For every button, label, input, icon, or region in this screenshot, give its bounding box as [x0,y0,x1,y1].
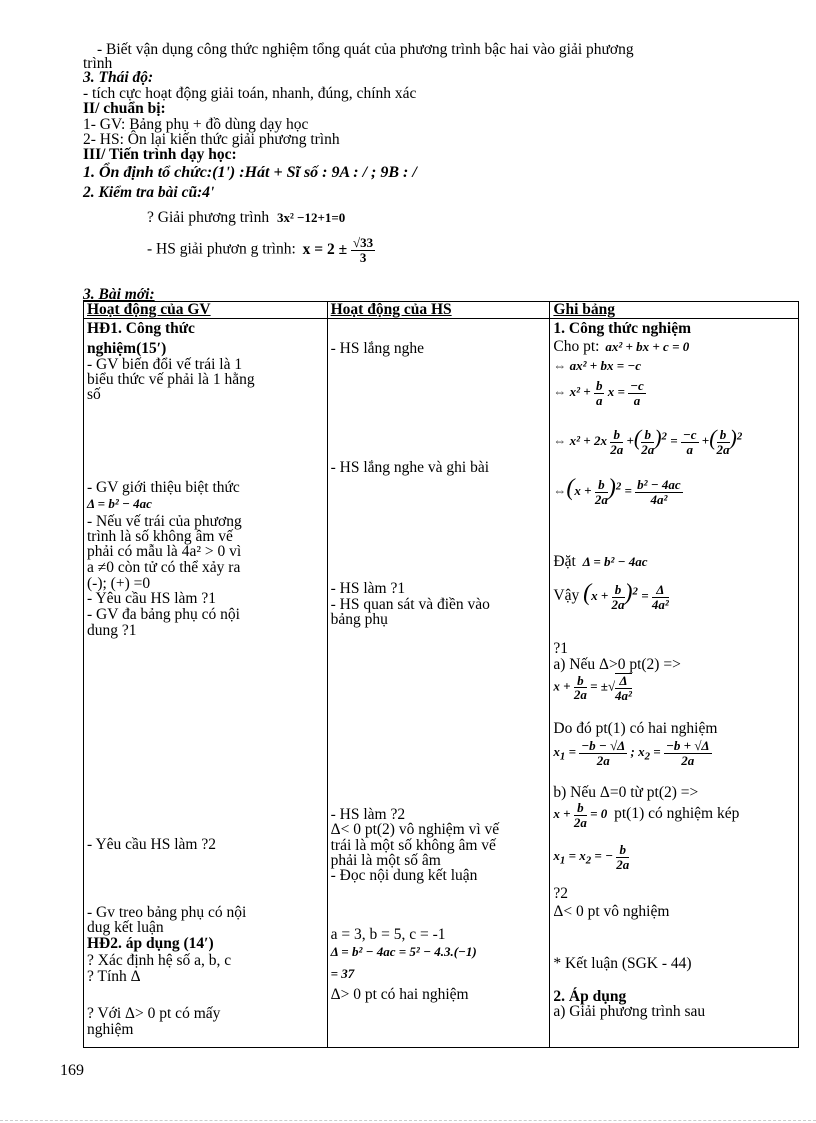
header-hs: Hoạt động của HS [327,302,550,319]
prep-hs: 2- HS: Ôn lại kiến thức giải phương trình [83,131,340,148]
gv-line: a ≠0 còn tử có thể xảy ra [87,559,241,576]
gv-line: - GV biến đổi vế trái là 1 [87,356,243,373]
board-title-formula: 1. Công thức nghiệm [553,320,692,337]
board-q2: ?2 [553,885,569,902]
gv-line: nghiệm [87,1021,134,1038]
board-apply-text: a) Giải phương trình sau [553,1003,706,1020]
hs-line: - HS lắng nghe [330,340,425,357]
hs-column [327,319,550,1048]
gv-line: - GV giới thiệu biệt thức [87,479,240,496]
gv-line: ? Với Δ> 0 pt có mấy [87,1005,221,1022]
board-case-b-eq: x + $\frac{b}{2a}$ = 0 pt(1) có nghiệm kép [553,800,740,830]
prep-gv: 1- GV: Bảng phụ + đồ dùng dạy học [83,116,309,133]
hs-line: Δ> 0 pt có hai nghiệm [330,986,469,1003]
page-bottom-divider [0,1120,816,1122]
gv-line: phải có mẫu là 4a² > 0 vì [87,543,242,560]
step-1: 1. Ổn định tổ chức:(1ʹ) :Hát + Sĩ số : 9A : / ; 9B : / [83,164,417,181]
board-case-a-eq: x + $\frac{b}{2a}$ = ±√ $\frac{\Delta}{\text{4a²}}$ [553,672,632,703]
board-step-3: ⇔ x² + 2x $\frac{b}{2a}$ +( $\frac{b}{2a}$ )$^2$ = $\frac{-c}{a}$ +( $\frac{b}{2a}$ )$^2$ [553,425,743,457]
step-2: 2. Kiểm tra bài cũ:4ʹ [83,184,215,201]
page-number: 169 [60,1062,84,1079]
hs-delta-calc: Δ = b² − 4ac = 5² − 4.3.(−1) [330,944,477,959]
hs-line: trái là một số không âm vế [330,837,496,854]
header-board: Ghi bảng [550,302,799,319]
hs-line: bảng phụ [330,611,388,628]
gv-line: ? Xác định hệ số a, b, c [87,952,232,969]
board-two-roots-text: Do đó pt(1) có hai nghiệm [553,720,718,737]
gv-line: - Yêu cầu HS làm ?1 [87,590,216,607]
gv-line: (-); (+) =0 [87,575,151,592]
board-define-delta: Đặt Δ = b² − 4ac [553,553,648,570]
step-3: 3. Bài mới: [83,286,155,303]
table-header-row [84,302,799,319]
board-case-b: b) Nếu Δ=0 từ pt(2) => [553,784,699,801]
gv-discriminant: Δ = b² − 4ac [87,496,152,511]
hs-line: - Đọc nội dung kết luận [330,867,478,884]
board-given-eq: Cho pt: ax² + bx + c = 0 [553,338,690,355]
attitude-text: - tích cực hoạt động giải toán, nhanh, đúng, chính xác [83,85,417,102]
intro-line-1b: trình [83,55,113,72]
hd1-title-b: nghiệm(15ʹ) [87,340,167,357]
hs-line: a = 3, b = 5, c = -1 [330,926,446,943]
gv-column [84,319,328,1048]
prep-heading: II/ chuẩn bị: [83,100,166,117]
gv-line: - Nếu vế trái của phương [87,513,242,530]
hd2-title: HĐ2. áp dụng (14ʹ) [87,935,214,952]
board-case-a: a) Nếu Δ>0 pt(2) => [553,656,681,673]
board-step-1: ⇔ ax² + bx = −c [553,358,642,373]
attitude-heading: 3. Thái độ: [83,69,154,86]
gv-line: biểu thức vế phải là 1 hằng [87,371,255,388]
gv-line: - GV đa bảng phụ có nội [87,606,240,623]
hs-line: - HS làm ?2 [330,806,406,823]
board-step-4: ⇔(x + $\frac{b}{2a}$ )$^2$ = $\frac{\text{b² − 4ac}}{\text{4a²}}$ [553,475,681,507]
hs-line: - HS quan sát và điền vào [330,596,490,613]
hd1-title-a: HĐ1. Công thức [87,320,195,337]
hs-line: - HS lắng nghe và ghi bài [330,459,490,476]
process-heading: III/ Tiến trình dạy học: [83,146,237,163]
board-apply-heading: 2. Áp dụng [553,988,627,1005]
gv-line: số [87,386,101,403]
board-double-root-eq: $x_1 = x_2$ = − $\frac{b}{2a}$ [553,842,630,872]
lesson-table [83,301,799,1048]
hs-solution: - HS giải phươn g trình: x = 2 ± $\frac{√33}{3}$ [147,235,374,265]
gv-line: - Yêu cầu HS làm ?2 [87,836,216,853]
gv-line: dung ?1 [87,622,137,639]
board-q1: ?1 [553,640,569,657]
question-text: ? Giải phương trình 3x² −12+1=0 [147,209,346,226]
hs-line: Δ< 0 pt(2) vô nghiệm vì vế [330,821,500,838]
board-q2-text: Δ< 0 pt vô nghiệm [553,903,670,920]
header-gv: Hoạt động của GV [84,302,328,319]
intro-line-1: - Biết vận dụng công thức nghiệm tổng quát của phương trình bậc hai vào giải phương [97,41,634,58]
board-column [550,319,799,1048]
board-conclusion-eq: Vậy (x + $\frac{b}{2a}$ )$^2$ = $\frac{\Delta}{\text{4a²}}$ [553,580,669,612]
board-two-roots-eq: $x_1$ = $\frac{-b - √\Delta}{2a}$ ; $x_2$ = $\frac{-b + √\Delta}{2a}$ [553,738,710,768]
hs-delta-value: = 37 [330,966,355,981]
gv-line: ? Tính Δ [87,968,141,985]
table-body-row [84,319,799,1048]
board-conclusion: * Kết luận (SGK - 44) [553,955,692,972]
board-step-2: ⇔ x² + $\frac{b}{a}$ x = $\frac{-c}{a}$ [553,378,644,408]
hs-line: phải là một số âm [330,852,441,869]
gv-line: - Gv treo bảng phụ có nội [87,904,247,921]
hs-line: - HS làm ?1 [330,580,406,597]
gv-line: dug kết luận [87,919,164,936]
gv-line: trình là số không âm vế [87,528,233,545]
